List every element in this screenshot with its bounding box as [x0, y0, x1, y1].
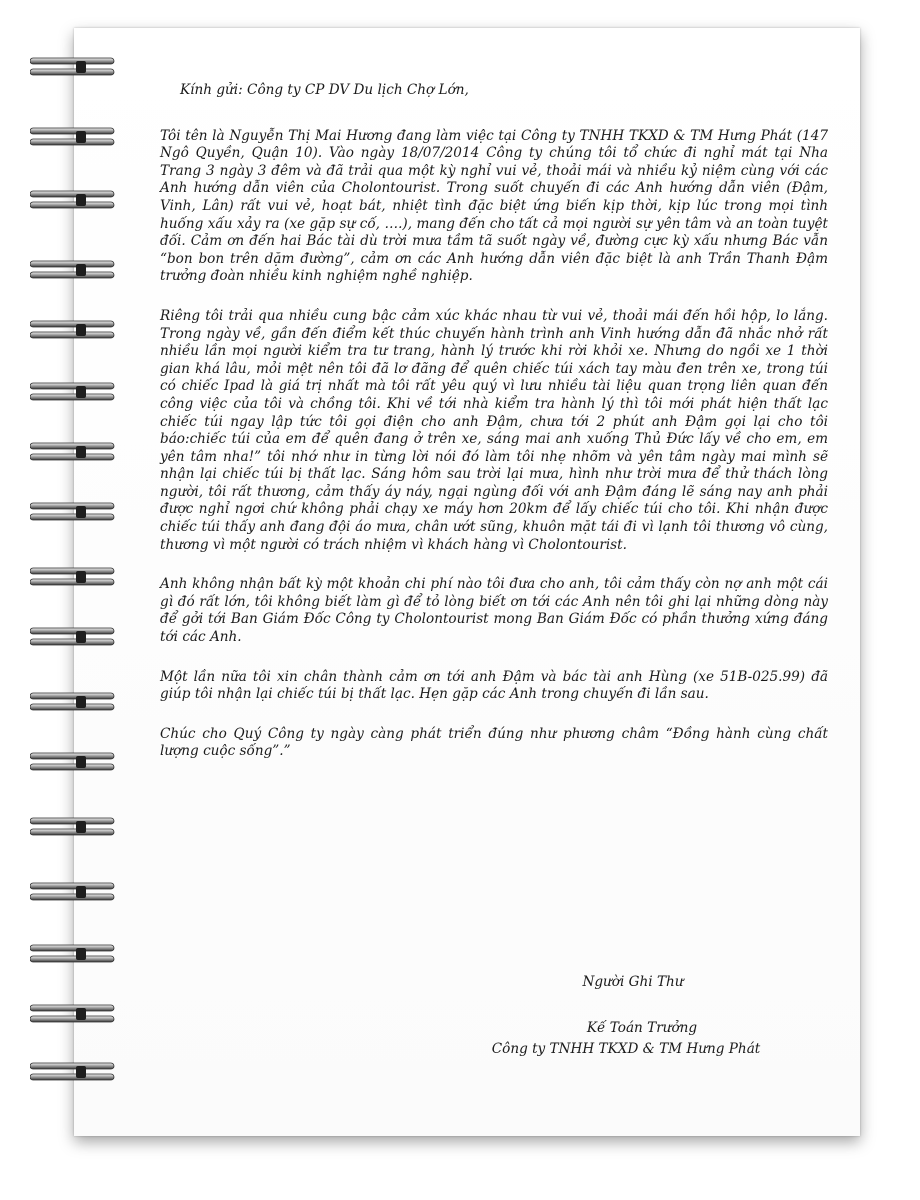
binding-ring-icon	[30, 258, 116, 284]
binding-ring-icon	[30, 318, 116, 344]
signature-role: Kế Toán Trưởng	[586, 1020, 698, 1036]
binding-ring-icon	[30, 880, 116, 906]
spiral-binding	[30, 0, 116, 1200]
binding-ring-icon	[30, 750, 116, 776]
binding-ring-icon	[30, 380, 116, 406]
letter-paragraph-2: Riêng tôi trải qua nhiều cung bậc cảm xúc khác nhau từ vui vẻ, thoải mái đến hồi hộp, lo lắng. Trong ngày về, gần đến điểm kết thúc chuyến hành trình anh Vinh hướng dẫn đã nhắc nhở rất nhiều lần mọi người kiểm tra tư trang, hành lý trước khi rời khỏi xe. Nhưng do ngồi xe 1 thời gian khá lâu, mỏi mệt nên tôi đã lơ đãng để quên chiếc túi xách tay màu đen trên xe, trong túi có chiếc Ipad là giá trị nhất mà tôi rất yêu quý vì lưu nhiều tài liệu quan trọng liên quan đến công việc của tôi và chồng tôi. Khi về tới nhà kiểm tra hành lý thì tôi mới phát hiện thất lạc chiếc túi ngay lập tức tôi gọi điện cho anh Đậm, chưa tới 2 phút anh Đậm gọi lại cho tôi báo:chiếc túi của em để quên đang ở trên xe, sáng mai anh xuống Thủ Đức lấy về cho em, em yên tâm nha!” tôi nhớ như in từng lời nói đó làm tôi nhẹ nhõm và yên tâm ngày mai mình sẽ nhận lại chiếc túi bị thất lạc. Sáng hôm sau trời lại mưa, hình như trời mưa để thử thách lòng người, tôi rất thương, cảm thấy áy náy, ngại ngùng đối với anh Đậm đáng lẽ sáng nay anh phải được nghỉ ngơi chứ không phải chạy xe máy hơn 20km để lấy chiếc túi cho tôi. Khi nhận được chiếc túi thấy anh đang đội áo mưa, chân ướt sũng, khuôn mặt tái đi vì lạnh tôi thương vô cùng, thương vì một người có trách nhiệm vì khách hàng vì Cholontourist.	[160, 307, 828, 553]
binding-ring-icon	[30, 815, 116, 841]
binding-ring-icon	[30, 1060, 116, 1086]
binding-ring-icon	[30, 125, 116, 151]
binding-ring-icon	[30, 1002, 116, 1028]
binding-ring-icon	[30, 440, 116, 466]
letter-paragraph-1: Tôi tên là Nguyễn Thị Mai Hương đang làm việc tại Công ty TNHH TKXD & TM Hưng Phát (147 Ngô Quyền, Quận 10). Vào ngày 18/07/2014 Công ty chúng tôi tổ chức đi nghỉ mát tại Nha Trang 3 ngày 3 đêm và đã trải qua một kỳ nghỉ vui vẻ, thoải mái và nhiều kỷ niệm cùng với các Anh hướng dẫn viên của Cholontourist. Trong suốt chuyến đi các Anh hướng dẫn viên (Đậm, Vinh, Lân) rất vui vẻ, hoạt bát, nhiệt tình đặc biệt ứng biến kịp thời, kịp lúc trong mọi tình huống xấu xảy ra (xe gặp sự cố, ….), mang đến cho tất cả mọi người sự yên tâm và an toàn tuyệt đối. Cảm ơn đến hai Bác tài dù trời mưa tầm tã suốt ngày về, đường cực kỳ xấu nhưng Bác vẫn “bon bon trên dặm đường”, cảm ơn các Anh hướng dẫn viên đặc biệt là anh Trần Thanh Đậm trưởng đoàn nhiều kinh nghiệm nghề nghiệp.	[160, 127, 828, 285]
binding-ring-icon	[30, 565, 116, 591]
signature-title: Người Ghi Thư	[582, 974, 684, 990]
binding-ring-icon	[30, 55, 116, 81]
letter-body	[160, 82, 828, 783]
binding-ring-icon	[30, 690, 116, 716]
letter-paragraph-3: Anh không nhận bất kỳ một khoản chi phí nào tôi đưa cho anh, tôi cảm thấy còn nợ anh một cái gì đó rất lớn, tôi không biết làm gì để tỏ lòng biết ơn tới các Anh nên tôi ghi lại những dòng này để gởi tới Ban Giám Đốc Công ty Cholontourist mong Ban Giám Đốc có phần thưởng xứng đáng tới các Anh.	[160, 576, 828, 646]
binding-ring-icon	[30, 500, 116, 526]
letter-paragraph-4: Một lần nữa tôi xin chân thành cảm ơn tới anh Đậm và bác tài anh Hùng (xe 51B-025.99) đã giúp tôi nhận lại chiếc túi bị thất lạc. Hẹn gặp các Anh trong chuyến đi lần sau.	[160, 668, 828, 703]
binding-ring-icon	[30, 625, 116, 651]
binding-ring-icon	[30, 942, 116, 968]
letter-paragraph-5: Chúc cho Quý Công ty ngày càng phát triển đúng như phương châm “Đồng hành cùng chất lượng cuộc sống”.”	[160, 725, 828, 760]
binding-ring-icon	[30, 188, 116, 214]
signature-company: Công ty TNHH TKXD & TM Hưng Phát	[491, 1041, 761, 1057]
letter-greeting: Kính gửi: Công ty CP DV Du lịch Chợ Lớn,	[180, 82, 469, 98]
